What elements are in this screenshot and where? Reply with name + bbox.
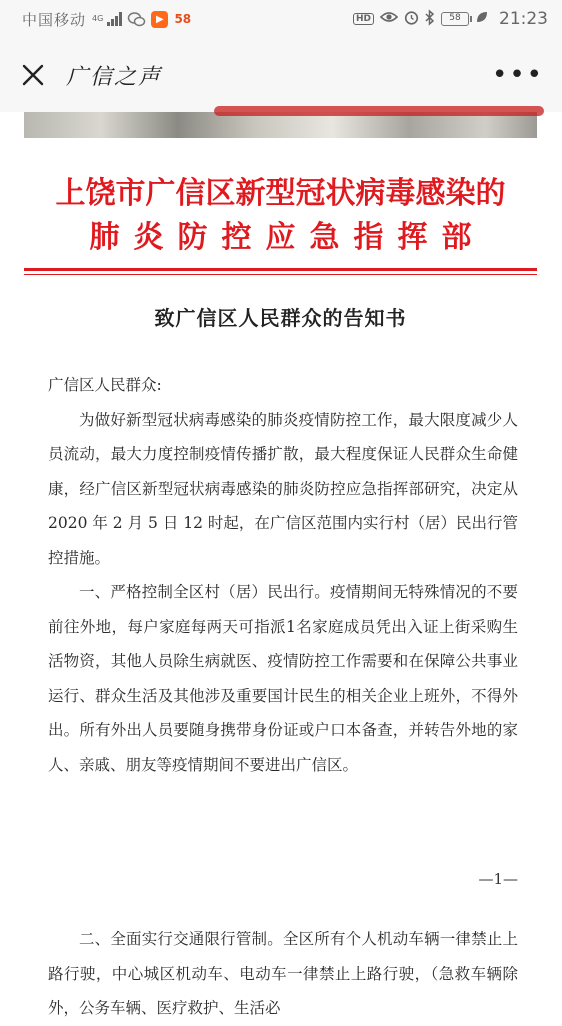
battery-icon: 58 xyxy=(441,12,469,26)
red-divider-thin xyxy=(24,274,537,275)
status-bar-right xyxy=(353,9,548,29)
banner-red-text-fragment xyxy=(214,106,544,116)
paragraph-3: 二、全面实行交通限行管制。全区所有个人机动车辆一律禁止上路行驶，中心城区机动车、电动车一律禁止上路行驶，（急救车辆除外，公务车辆、医疗救护、生活必 xyxy=(48,930,518,1017)
red-divider-thick xyxy=(24,268,537,271)
video-app-icon: ▶ xyxy=(151,11,168,28)
document-body xyxy=(48,368,518,782)
wechat-icon xyxy=(128,11,145,28)
paragraph-2: 一、严格控制全区村（居）民出行。疫情期间无特殊情况的不要前往外地，每户家庭每两天可指派1名家庭成员凭出入证上街采购生活物资，其他人员除生病就医、疫情防控工作需要和在保障公共事业运行、群众生活及其他涉及重要国计民生的相关企业上班外，不得外出。所有外出人员要随身携带身份证或户口本备查，并转告外地的家人、亲戚、朋友等疫情期间不要进出广信区。 xyxy=(48,583,518,774)
document-body-page-2 xyxy=(48,922,518,1026)
nav-bar xyxy=(0,38,562,112)
eye-icon xyxy=(380,11,398,27)
carrier-label: 中国移动 xyxy=(22,10,87,29)
document-title: 致广信区人民群众的告知书 xyxy=(154,306,407,330)
paragraph-1: 为做好新型冠状病毒感染的肺炎疫情防控工作，最大限度减少人员流动，最大力度控制疫情传播扩散，最大程度保证人民群众生命健康，经广信区新型冠状病毒感染的肺炎防控应急指挥部研究，决定从 2020 年 2 月 5 日 12 时起，在广信区范围内实行村（居）民出行管控措施。 xyxy=(48,410,518,567)
document-header-line1: 上饶市广信区新型冠状病毒感染的 xyxy=(55,176,506,211)
leaf-icon xyxy=(475,10,489,28)
banner-image xyxy=(24,112,537,138)
document-header xyxy=(24,172,537,260)
network-type-label: 4G xyxy=(92,14,104,23)
app-58-icon: 58 xyxy=(174,12,192,26)
alarm-icon xyxy=(404,10,419,29)
close-button[interactable] xyxy=(18,60,48,90)
page-number: —1— xyxy=(478,870,518,888)
status-bar-left xyxy=(22,9,191,30)
document-header-line2: 肺炎防控应急指挥部 xyxy=(89,220,486,255)
close-icon xyxy=(22,64,44,86)
more-options-button[interactable]: ••• xyxy=(491,60,544,90)
article-content[interactable] xyxy=(0,112,562,1017)
salutation: 广信区人民群众: xyxy=(48,376,162,394)
signal-icon xyxy=(107,12,122,26)
hd-icon: HD xyxy=(353,13,374,25)
bluetooth-icon xyxy=(425,10,435,29)
page-title: 广信之声 xyxy=(66,64,163,90)
clock-label: 21:23 xyxy=(499,9,548,29)
status-bar xyxy=(0,0,562,38)
